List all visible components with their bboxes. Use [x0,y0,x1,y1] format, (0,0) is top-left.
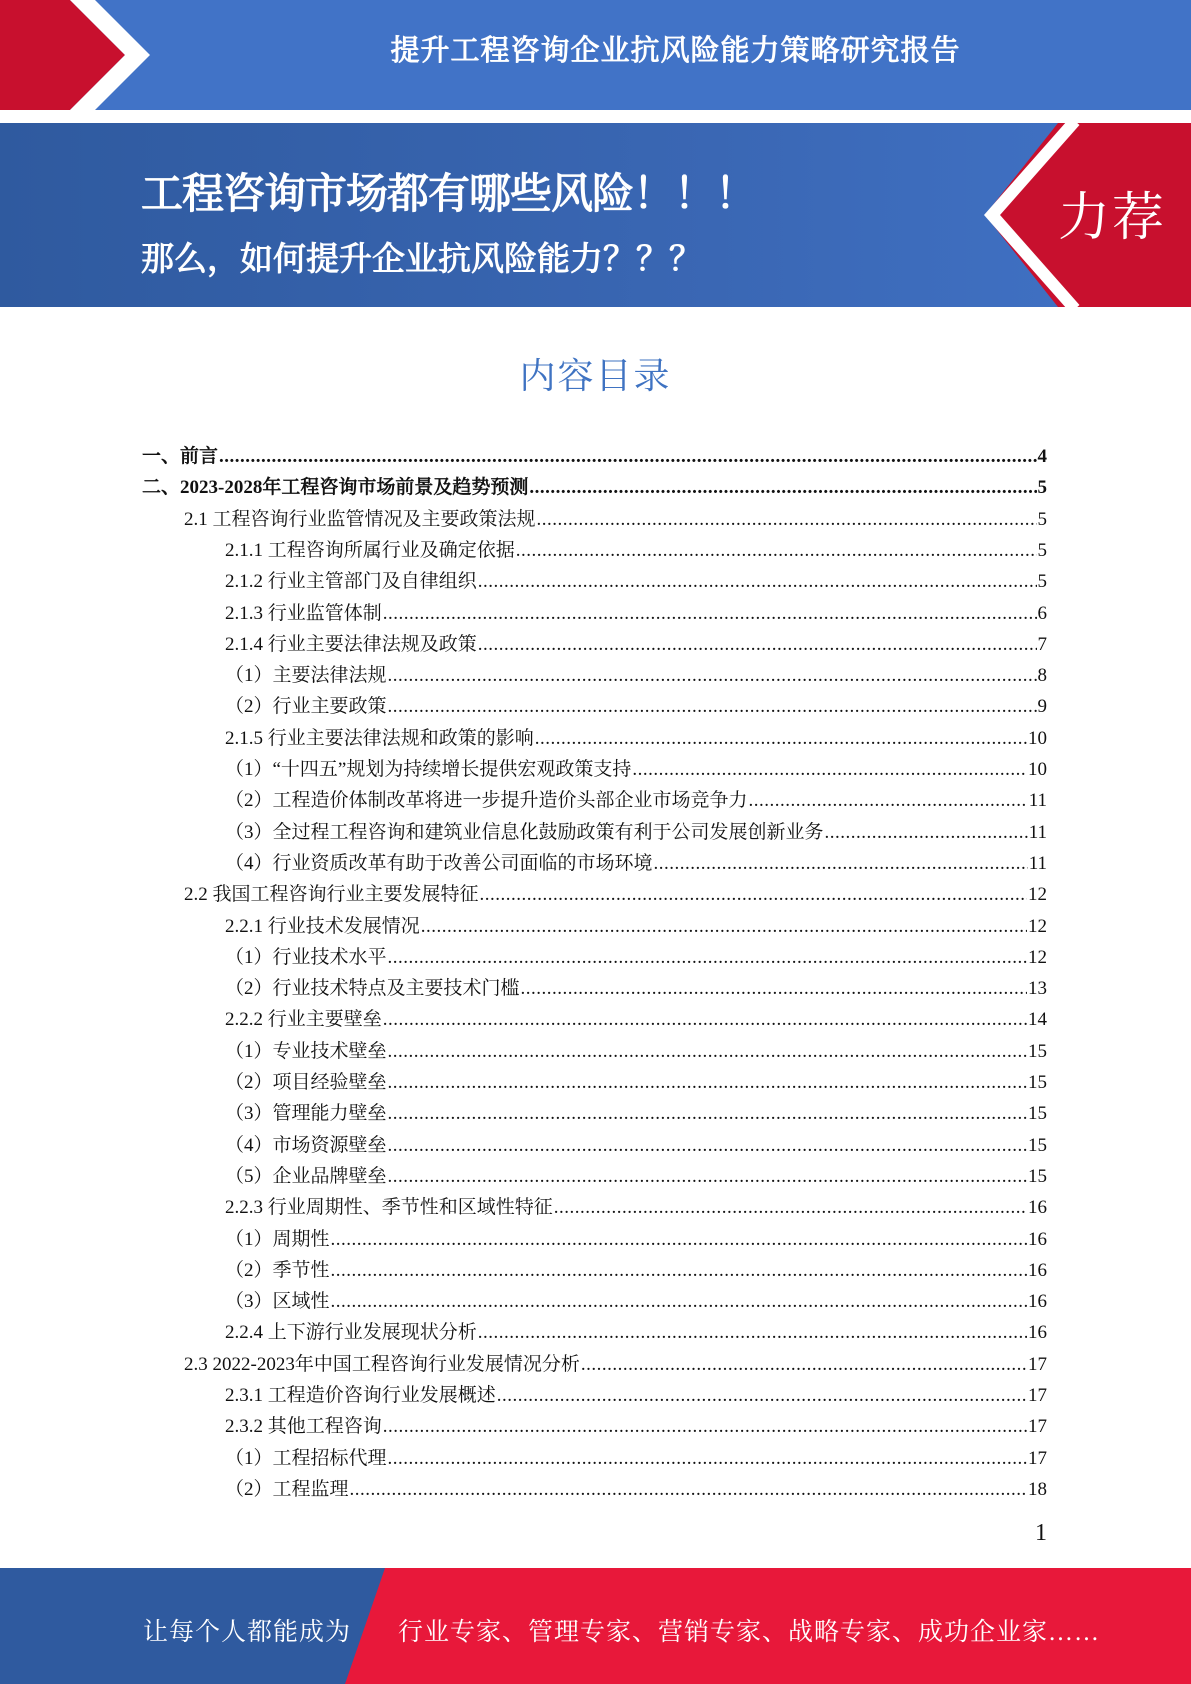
toc-entry-page: 15 [1028,1134,1047,1156]
toc-entry-label: （1）专业技术壁垒 [225,1040,387,1062]
toc-entry[interactable] [142,438,1047,469]
toc-entry-page: 5 [1037,508,1047,530]
toc-entry[interactable] [225,595,1047,626]
toc-entry-page: 14 [1028,1009,1047,1031]
toc-entry[interactable] [225,845,1047,876]
toc-entry-page: 12 [1028,884,1047,906]
toc-entry-page: 12 [1028,946,1047,968]
toc-entry-label: 2.1.3 行业监管体制 [225,602,382,624]
recommend-badge-label: 力荐 [1058,188,1167,248]
toc-entry[interactable] [225,1127,1047,1158]
hero-subheadline: 那么，如何提升企业抗风险能力？？？ [141,239,702,278]
toc-entry-page: 17 [1028,1353,1047,1375]
toc-dot-leader [388,1102,1027,1126]
toc-entry[interactable] [225,751,1047,782]
toc-entry-page: 9 [1037,696,1047,718]
toc-dot-leader [632,758,1027,782]
hero-headline: 工程咨询市场都有哪些风险！！！ [141,169,757,218]
toc-entry[interactable] [184,876,1047,907]
toc-entry-page: 8 [1037,665,1047,687]
toc-entry-label: 2.2.1 行业技术发展情况 [225,915,420,937]
toc-dot-leader [537,508,1037,532]
toc-entry-label: 2.1 工程咨询行业监管情况及主要政策法规 [184,508,536,530]
toc-dot-leader [480,883,1027,907]
toc-dot-leader [388,1165,1027,1189]
toc-entry[interactable] [225,1377,1047,1408]
toc-entry-page: 4 [1037,446,1047,467]
toc-dot-leader [388,664,1037,688]
toc-entry-page: 13 [1028,978,1047,1000]
toc-entry[interactable] [225,1252,1047,1283]
toc-dot-leader [331,1259,1027,1283]
toc-dot-leader [535,727,1027,751]
toc-entry-label: （2）季节性 [225,1259,330,1281]
toc-entry[interactable] [225,1314,1047,1345]
toc-entry[interactable] [225,1408,1047,1439]
toc-entry[interactable] [142,469,1047,500]
toc-dot-leader [388,1134,1027,1158]
toc-entry-page: 7 [1037,633,1047,655]
toc-entry-page: 15 [1028,1103,1047,1125]
toc-dot-leader [388,1447,1027,1471]
toc-entry-label: 2.3.2 其他工程咨询 [225,1416,382,1438]
toc-dot-leader [383,602,1037,626]
toc-dot-leader [388,946,1027,970]
toc-entry-page: 5 [1037,477,1047,499]
toc-entry[interactable] [225,1033,1047,1064]
toc-entry-label: （4）市场资源壁垒 [225,1134,387,1156]
toc-entry[interactable] [225,1001,1047,1032]
toc-dot-leader [388,695,1037,719]
toc-dot-leader [421,915,1027,939]
toc-entry-page: 10 [1028,727,1047,749]
toc-dot-leader [478,633,1037,657]
toc-entry-page: 16 [1028,1228,1047,1250]
toc-entry-page: 18 [1028,1478,1047,1500]
toc-entry-label: 2.1.5 行业主要法律法规和政策的影响 [225,727,534,749]
toc-dot-leader [219,445,1036,469]
toc-entry[interactable] [225,1283,1047,1314]
toc-dot-leader [554,1196,1027,1220]
toc-dot-leader [529,476,1036,500]
toc-entry[interactable] [225,532,1047,563]
toc-entry-page: 15 [1028,1040,1047,1062]
toc-entry-page: 17 [1028,1385,1047,1406]
hero-banner [0,123,1191,307]
toc-entry-page: 10 [1028,759,1047,780]
toc-entry-label: （1）行业技术水平 [225,946,387,968]
toc-entry-page: 15 [1028,1072,1047,1093]
toc-dot-leader [516,539,1037,563]
toc-entry[interactable] [225,563,1047,594]
toc-entry-page: 6 [1037,602,1047,624]
toc-entry[interactable] [225,1095,1047,1126]
toc-entry-label: （1）主要法律法规 [225,665,387,687]
toc-entry-page: 11 [1028,821,1047,843]
toc-dot-leader [478,1321,1027,1345]
toc-entry-page: 5 [1037,539,1047,561]
toc-entry-page: 16 [1028,1197,1047,1219]
toc-entry-label: （3）区域性 [225,1291,330,1313]
toc-dot-leader [497,1384,1027,1408]
toc-dot-leader [388,1071,1027,1095]
red-chevron-decoration [0,0,160,110]
toc-entry[interactable] [184,501,1047,532]
toc-entry-label: （3）全过程工程咨询和建筑业信息化鼓励政策有利于公司发展创新业务 [225,821,824,843]
toc-entry-label: （1）周期性 [225,1228,330,1250]
toc-entry[interactable] [225,1064,1047,1095]
toc-entry[interactable] [225,1189,1047,1220]
toc-entry-page: 17 [1028,1416,1047,1438]
toc-entry-page: 5 [1037,571,1047,593]
toc-entry[interactable] [225,1471,1047,1502]
toc-entry-label: 2.1.4 行业主要法律法规及政策 [225,633,477,655]
report-title: 提升工程咨询企业抗风险能力策略研究报告 [390,33,961,67]
toc-dot-leader [331,1228,1027,1252]
toc-entry-label: （2）行业技术特点及主要技术门槛 [225,978,520,1000]
toc-entry-page: 16 [1028,1259,1047,1281]
toc-title: 内容目录 [519,356,672,397]
toc-entry[interactable] [184,1346,1047,1377]
toc-entry[interactable] [225,657,1047,688]
toc-dot-leader [521,977,1027,1001]
footer-banner [0,1568,1191,1684]
toc-entry-page: 11 [1028,790,1047,812]
toc-entry[interactable] [225,908,1047,939]
toc-entry-label: （5）企业品牌壁垒 [225,1165,387,1187]
toc-entry-page: 12 [1028,915,1047,937]
toc-entry-label: （2）行业主要政策 [225,696,387,718]
toc-entry-label: 一、前言 [142,446,219,467]
toc-dot-leader [331,1290,1027,1314]
toc-dot-leader [350,1478,1027,1502]
toc-entry[interactable] [225,814,1047,845]
toc-entry-label: 2.2 我国工程咨询行业主要发展特征 [184,884,479,906]
toc-entry-label: （1）工程招标代理 [225,1447,387,1469]
toc-entry-label: （2）工程造价体制改革将进一步提升造价头部企业市场竞争力 [225,790,748,812]
toc-entry-label: 二、2023-2028年工程咨询市场前景及趋势预测 [142,477,529,499]
toc-entry[interactable] [225,720,1047,751]
toc-entry-label: 2.1.2 行业主管部门及自律组织 [225,571,477,593]
toc-dot-leader [478,570,1037,594]
toc-entry-label: 2.3.1 工程造价咨询行业发展概述 [225,1385,496,1406]
toc-entry[interactable] [225,1158,1047,1189]
toc-dot-leader [581,1353,1027,1377]
toc-entry-label: （1）“十四五”规划为持续增长提供宏观政策支持 [225,759,632,780]
toc-entry[interactable] [225,939,1047,970]
toc-dot-leader [654,852,1028,876]
toc-dot-leader [825,821,1028,845]
footer-slogan-left: 让每个人都能成为 [143,1619,352,1646]
footer-slogan-right: 行业专家、管理专家、营销专家、战略专家、成功企业家…… [398,1619,1101,1646]
toc-entry-label: （2）工程监理 [225,1478,349,1500]
toc-entry-label: 2.1.1 工程咨询所属行业及确定依据 [225,539,515,561]
toc-entry-label: （4）行业资质改革有助于改善公司面临的市场环境 [225,852,653,874]
toc-entry[interactable] [225,1221,1047,1252]
toc-entry-label: 2.2.4 上下游行业发展现状分析 [225,1322,477,1344]
toc-entry-label: 2.2.2 行业主要壁垒 [225,1009,382,1031]
toc-entry-page: 16 [1028,1291,1047,1313]
toc-dot-leader [383,1415,1027,1439]
top-banner [0,0,1191,110]
toc-entry[interactable] [225,970,1047,1001]
toc-dot-leader [388,1040,1027,1064]
toc-dot-leader [383,1008,1027,1032]
toc-entry[interactable] [225,688,1047,719]
toc-entry-label: （3）管理能力壁垒 [225,1103,387,1125]
toc-entry-page: 11 [1028,852,1047,874]
toc-entry-page: 16 [1028,1322,1047,1344]
toc-entry-page: 15 [1028,1165,1047,1187]
toc-dot-leader [749,789,1028,813]
toc-entry[interactable] [225,626,1047,657]
toc-entry-label: 2.2.3 行业周期性、季节性和区域性特征 [225,1197,553,1219]
toc-entry-label: 2.3 2022-2023年中国工程咨询行业发展情况分析 [184,1353,580,1375]
toc-entry[interactable] [225,782,1047,813]
toc-entry[interactable] [225,1440,1047,1471]
page-number: 1 [1035,1520,1047,1546]
toc-entry-label: （2）项目经验壁垒 [225,1072,387,1093]
toc-entry-page: 17 [1028,1447,1047,1469]
